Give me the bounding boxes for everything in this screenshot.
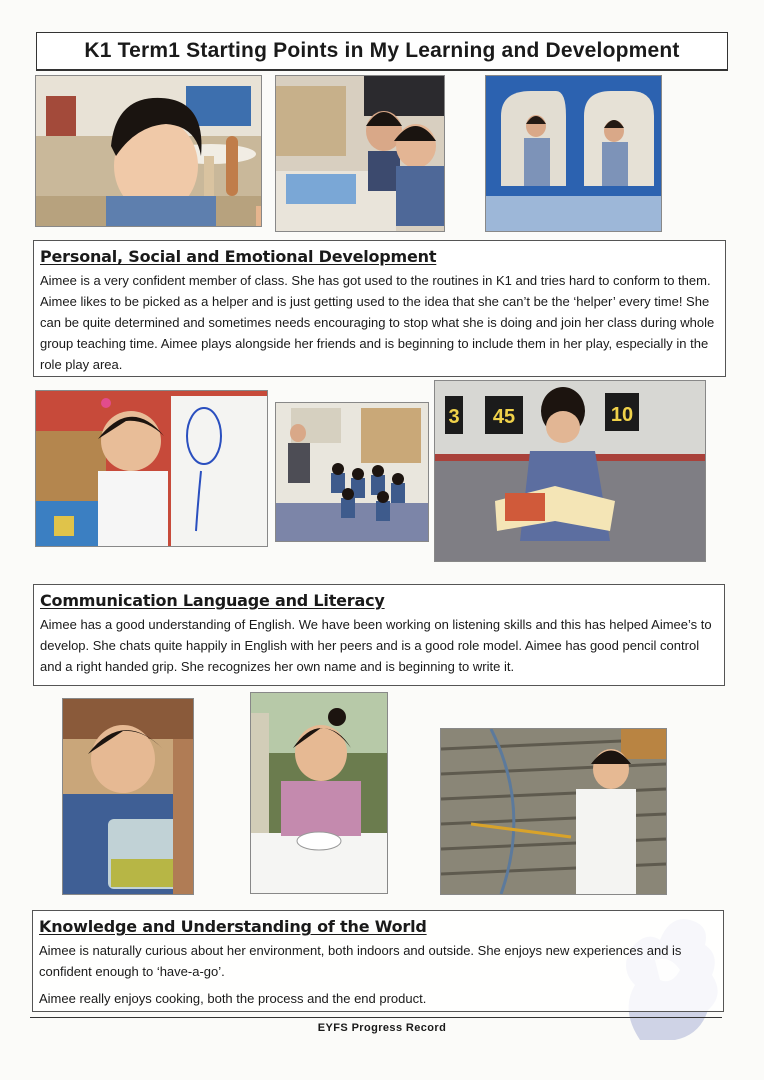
footer-rule (30, 1017, 722, 1018)
photo-girl-at-table (35, 75, 262, 227)
section-text-kuw-2: Aimee really enjoys cooking, both the process and the end product. (39, 991, 427, 1006)
wall-number-3: 10 (610, 404, 634, 426)
photo-girl-drawing-whiteboard (35, 390, 268, 547)
wall-number-1: 3 (448, 406, 460, 428)
photo-playhouse-window (485, 75, 662, 232)
section-heading-kuw: Knowledge and Understanding of the World (39, 917, 427, 936)
section-text-kuw-1: Aimee is naturally curious about her environment, both indoors and outside. She enjoys new experiences and is confident enough to ‘have-a-go’. (39, 943, 682, 979)
wall-number-2: 45 (492, 406, 516, 428)
section-text-psed: Aimee is a very confident member of class. She has got used to the routines in K1 and tries hard to conform to them. Aimee likes to be picked as a helper and is just getting used to the idea that she can’t be the ‘helper’ every time! She can be quite determined and sometimes needs encouraging to stop what she is doing and join her class during whole group teaching time. Aimee plays alongside her friends and is beginning to include them in her play, especially in the role play area. (40, 273, 715, 372)
section-heading-psed: Personal, Social and Emotional Development (40, 247, 437, 266)
photo-class-group-teaching (275, 402, 429, 542)
photo-girl-reading-book (434, 380, 706, 562)
section-text-cll: Aimee has a good understanding of English. We have been working on listening skills and this has helped Aimee’s to develop. She chats quite happily in English with her peers and is a good role model. Aimee has good pencil control and a right handed grip. She recognizes her own name and is beginning to write it. (40, 617, 712, 674)
section-kuw (32, 910, 724, 1012)
section-cll (33, 584, 725, 686)
section-heading-cll: Communication Language and Literacy (40, 591, 385, 610)
photo-girl-pouring-jug (62, 698, 194, 895)
photo-girl-with-bowl (250, 692, 388, 894)
section-psed (33, 240, 726, 377)
page-title-box (36, 32, 728, 71)
photo-children-sorting-basket (275, 75, 445, 232)
footer-label: EYFS Progress Record (317, 1022, 447, 1034)
photo-girl-outdoor-play (440, 728, 667, 895)
page-title: K1 Term1 Starting Points in My Learning and Development (84, 39, 680, 62)
